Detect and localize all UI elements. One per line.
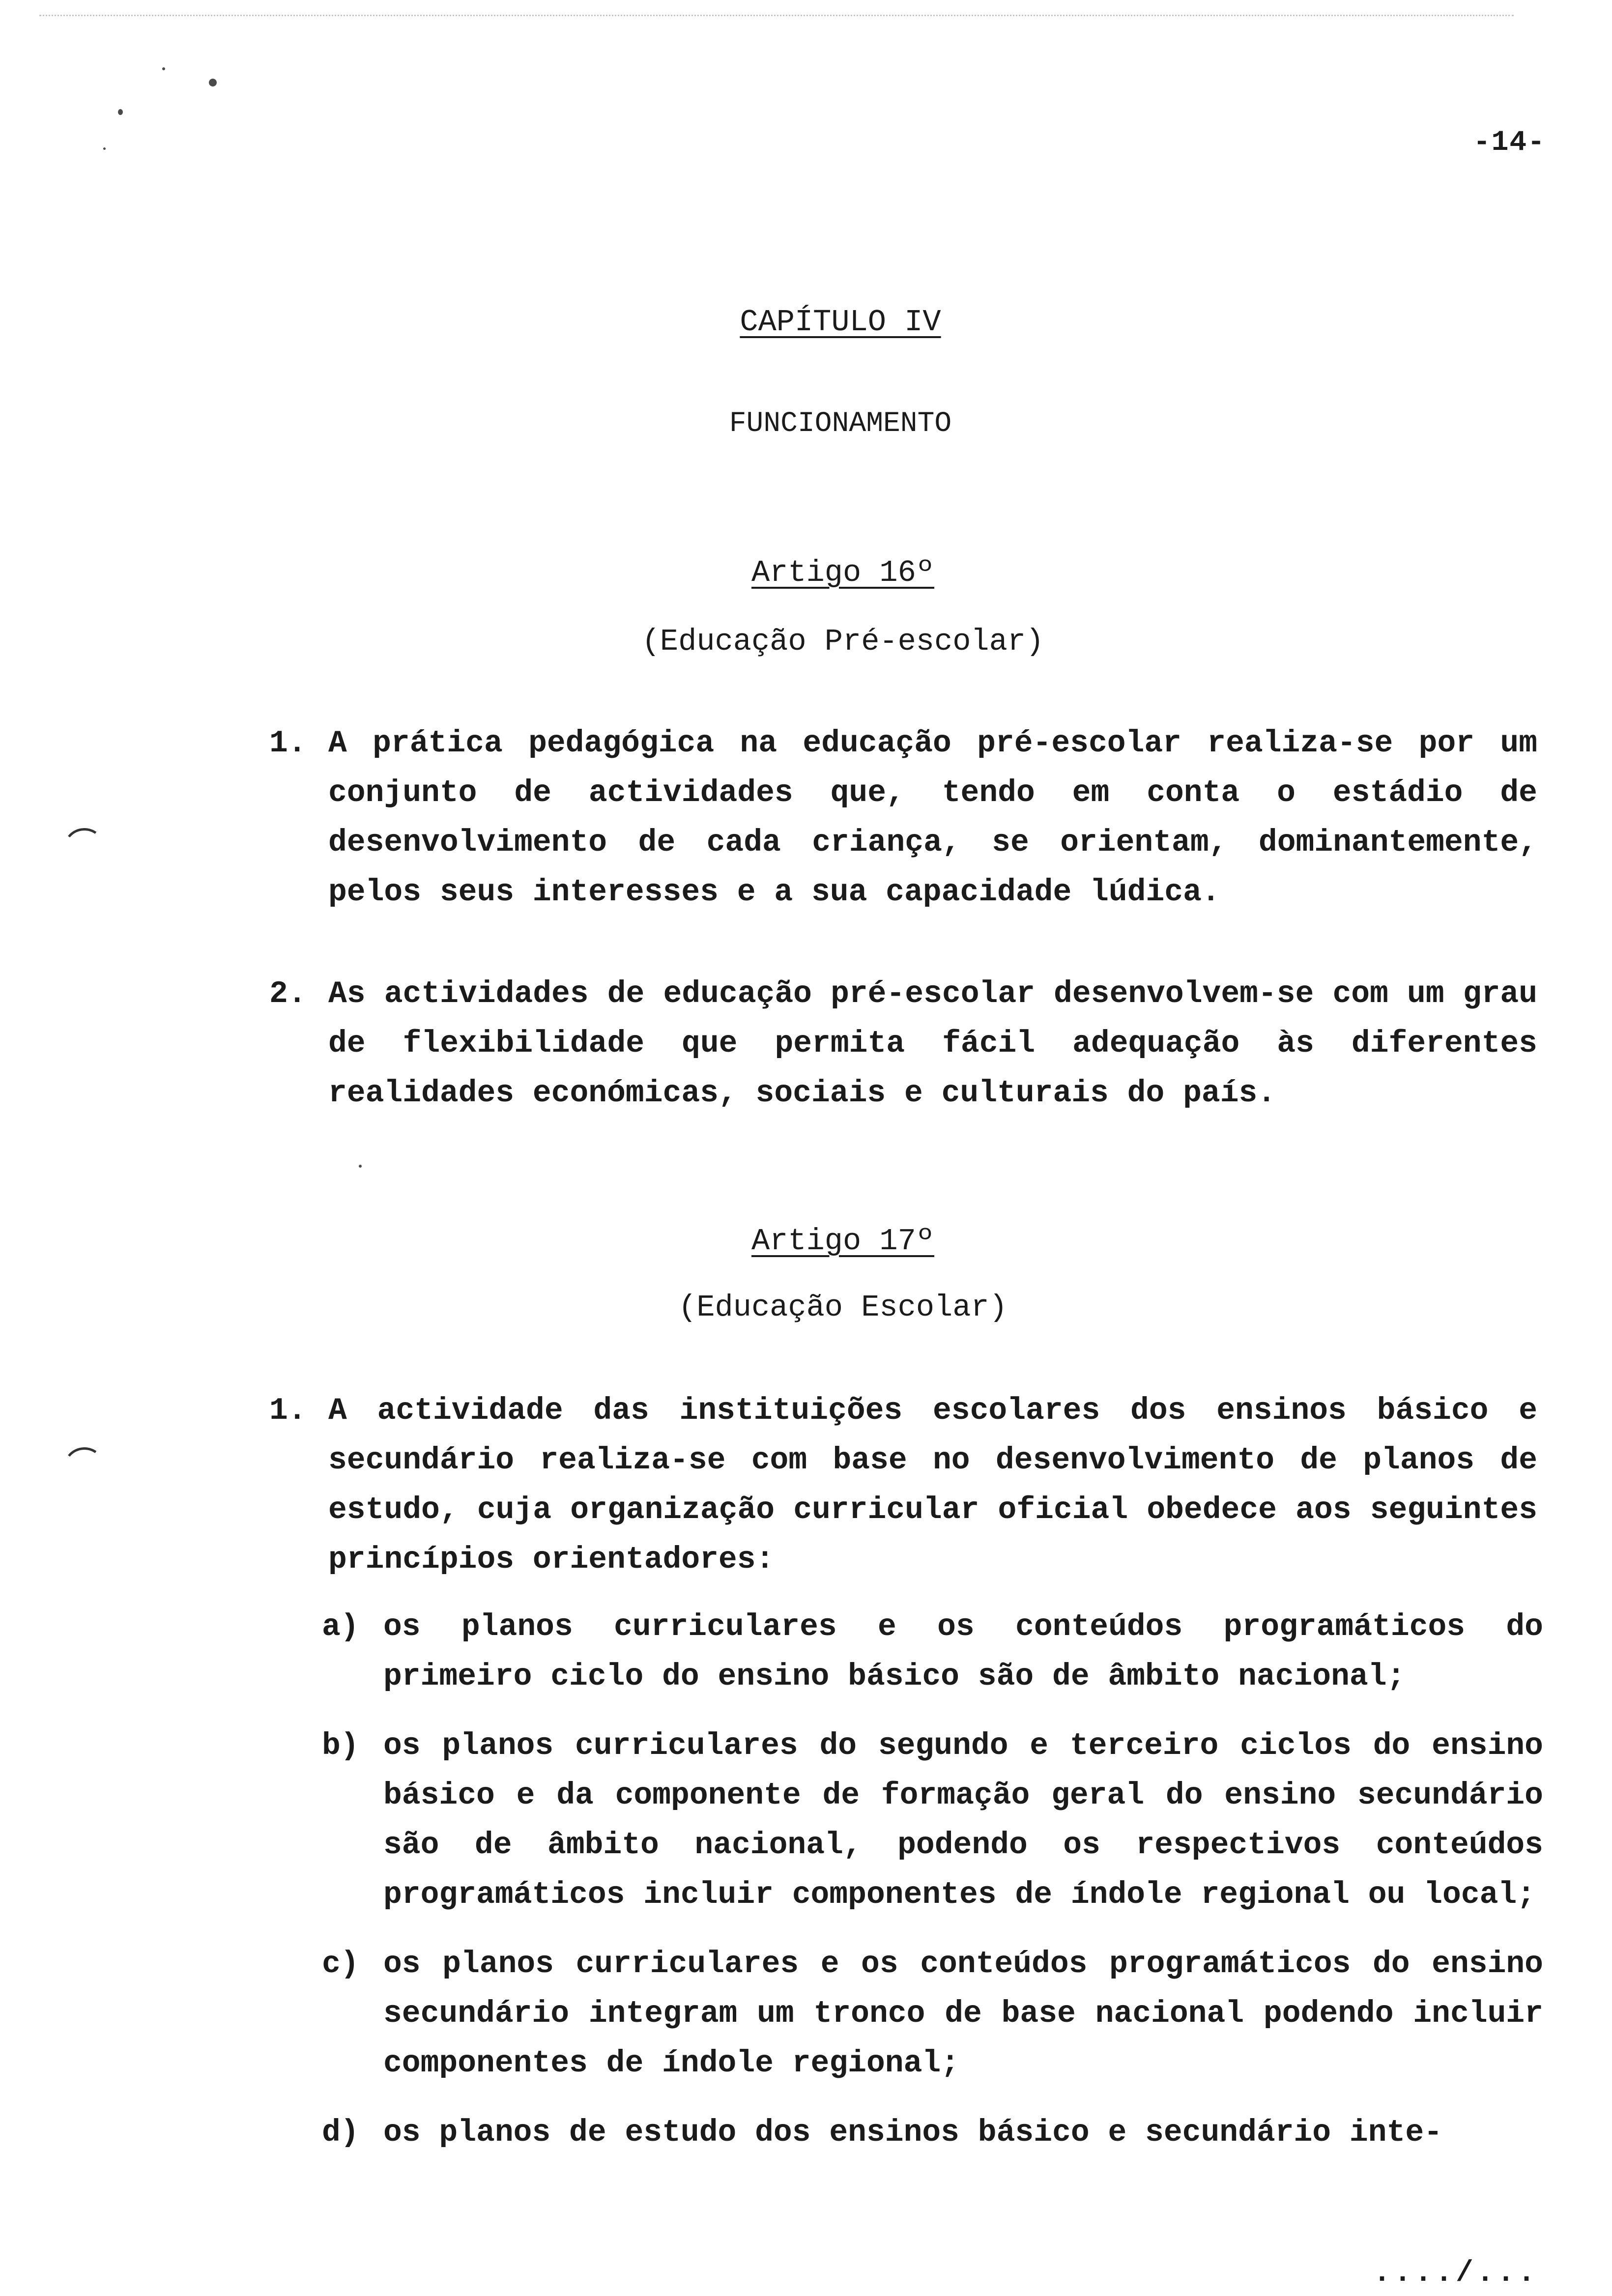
punch-hole-mark xyxy=(61,1445,107,1488)
article-17-title: Artigo 17º xyxy=(751,1224,935,1259)
ink-speck xyxy=(359,1165,362,1168)
list-item-letter: c) xyxy=(322,1947,359,1981)
article-17-subtitle: (Educação Escolar) xyxy=(678,1290,1008,1325)
article-16-paragraph-1 xyxy=(269,718,1537,917)
paragraph-number: 1. xyxy=(269,1393,307,1428)
chapter-subtitle: FUNCIONAMENTO xyxy=(729,408,952,440)
punch-hole-mark xyxy=(61,826,107,869)
paragraph-text: A actividade das instituições escolares dos ensinos básico e secundário realiza-se com base no desenvolvimento de planos de estudo, cuja organização curricular oficial obedece aos seguintes princípios orientadores: xyxy=(328,1393,1537,1577)
continuation-marker: ..../... xyxy=(1373,2257,1538,2290)
list-item-letter: b) xyxy=(322,1728,359,1763)
list-item-letter: d) xyxy=(322,2115,359,2150)
ink-speck xyxy=(118,109,123,115)
paragraph-text: A prática pedagógica na educação pré-escolar realiza-se por um conjunto de actividades que, tendo em conta o estádio de desenvolvimento de cada criança, se orientam, dominantemente, pelos seus interesses e a sua capacidade lúdica. xyxy=(328,726,1537,910)
article-17-subitems xyxy=(322,1602,1543,2177)
article-16-subtitle: (Educação Pré-escolar) xyxy=(641,624,1044,659)
chapter-title: CAPÍTULO IV xyxy=(740,305,941,340)
article-16-title: Artigo 16º xyxy=(751,555,935,590)
list-item-text: os planos de estudo dos ensinos básico e secundário inte- xyxy=(383,2115,1442,2150)
list-item-text: os planos curriculares e os conteúdos programáticos do ensino secundário integram um tronco de base nacional podendo incluir componentes de índole regional; xyxy=(383,1947,1543,2081)
list-item xyxy=(322,1939,1543,2088)
ink-speck xyxy=(209,79,217,86)
page-number: -14- xyxy=(1473,127,1546,159)
article-17-paragraph-1 xyxy=(269,1386,1537,1584)
ink-speck xyxy=(103,147,106,150)
article-16-paragraph-2 xyxy=(269,969,1537,1118)
paragraph-number: 2. xyxy=(269,976,307,1011)
scan-edge-artifact xyxy=(39,15,1514,23)
list-item-text: os planos curriculares do segundo e terceiro ciclos do ensino básico e da componente de formação geral do ensino secundário são de âmbito nacional, podendo os respectivos conteúdos programáticos incluir componentes de índole regional ou local; xyxy=(383,1728,1543,1912)
list-item xyxy=(322,1602,1543,1701)
list-item xyxy=(322,2108,1543,2157)
paragraph-number: 1. xyxy=(269,726,307,761)
list-item xyxy=(322,1721,1543,1920)
list-item-letter: a) xyxy=(322,1609,359,1644)
ink-speck xyxy=(162,67,165,70)
list-item-text: os planos curriculares e os conteúdos programáticos do primeiro ciclo do ensino básico são de âmbito nacional; xyxy=(383,1609,1543,1694)
paragraph-text: As actividades de educação pré-escolar desenvolvem-se com um grau de flexibilidade que permita fácil adequação às diferentes realidades económicas, sociais e culturais do país. xyxy=(328,976,1537,1111)
